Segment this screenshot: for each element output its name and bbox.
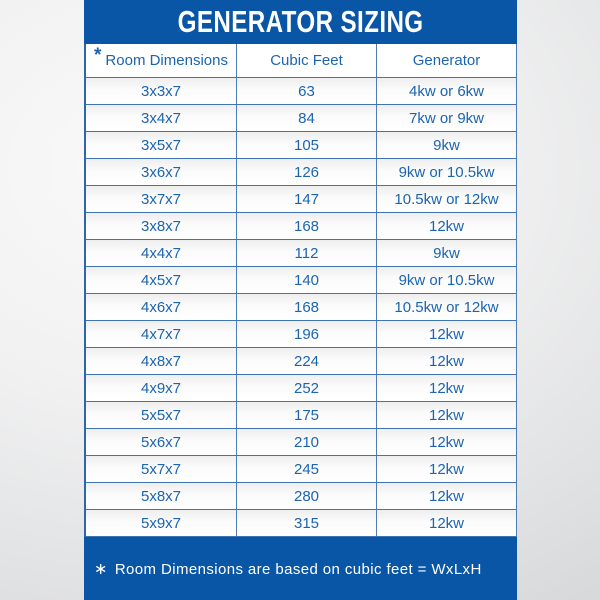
generator-cell: 12kw xyxy=(376,483,516,509)
cubic-feet-cell: 175 xyxy=(236,402,376,428)
table-row xyxy=(86,456,516,483)
cubic-feet-cell: 210 xyxy=(236,429,376,455)
table-row xyxy=(86,483,516,510)
cubic-feet-cell: 126 xyxy=(236,159,376,185)
table-row xyxy=(86,132,516,159)
table-row xyxy=(86,213,516,240)
generator-cell: 10.5kw or 12kw xyxy=(376,294,516,320)
column-header-generator: Generator xyxy=(376,44,516,77)
room-dimensions-cell: 5x9x7 xyxy=(140,514,182,532)
footnote-asterisk-icon: ∗ xyxy=(94,560,108,578)
footnote-text: Room Dimensions are based on cubic feet = WxLxH xyxy=(114,560,482,578)
footnote xyxy=(84,559,482,579)
generator-cell: 9kw or 10.5kw xyxy=(376,267,516,293)
table-row xyxy=(86,510,516,537)
generator-cell: 9kw or 10.5kw xyxy=(376,159,516,185)
table-row xyxy=(86,402,516,429)
column-header-label: Room Dimensions xyxy=(105,52,228,69)
footnote-marker-icon: * xyxy=(94,44,102,66)
column-header-cubic-feet: Cubic Feet xyxy=(236,44,376,77)
sizing-table xyxy=(84,44,517,537)
room-dimensions-cell: 4x6x7 xyxy=(140,298,182,316)
table-row xyxy=(86,294,516,321)
page-title: GENERATOR SIZING xyxy=(177,4,424,39)
room-dimensions-cell: 4x4x7 xyxy=(140,244,182,262)
generator-cell: 12kw xyxy=(376,348,516,374)
generator-cell: 4kw or 6kw xyxy=(376,78,516,104)
room-dimensions-cell: 5x5x7 xyxy=(140,406,182,424)
table-row xyxy=(86,321,516,348)
generator-cell: 7kw or 9kw xyxy=(376,105,516,131)
generator-cell: 12kw xyxy=(376,429,516,455)
generator-cell: 12kw xyxy=(376,375,516,401)
room-dimensions-cell: 3x4x7 xyxy=(140,109,182,127)
room-dimensions-cell: 5x7x7 xyxy=(140,460,182,478)
room-dimensions-cell: 5x8x7 xyxy=(140,487,182,505)
generator-cell: 12kw xyxy=(376,321,516,347)
cubic-feet-cell: 140 xyxy=(236,267,376,293)
room-dimensions-cell: 5x6x7 xyxy=(140,433,182,451)
generator-sizing-panel xyxy=(84,0,517,600)
cubic-feet-cell: 63 xyxy=(236,78,376,104)
table-row xyxy=(86,105,516,132)
room-dimensions-cell: 3x8x7 xyxy=(140,217,182,235)
room-dimensions-cell: 4x8x7 xyxy=(140,352,182,370)
room-dimensions-cell: 4x7x7 xyxy=(140,325,182,343)
room-dimensions-cell: 3x3x7 xyxy=(140,82,182,100)
table-row xyxy=(86,186,516,213)
cubic-feet-cell: 105 xyxy=(236,132,376,158)
generator-cell: 9kw xyxy=(376,132,516,158)
generator-cell: 9kw xyxy=(376,240,516,266)
generator-cell: 12kw xyxy=(376,456,516,482)
generator-cell: 10.5kw or 12kw xyxy=(376,186,516,212)
generator-cell: 12kw xyxy=(376,510,516,536)
generator-cell: 12kw xyxy=(376,402,516,428)
table-row xyxy=(86,348,516,375)
cubic-feet-cell: 147 xyxy=(236,186,376,212)
cubic-feet-cell: 315 xyxy=(236,510,376,536)
table-row xyxy=(86,429,516,456)
cubic-feet-cell: 196 xyxy=(236,321,376,347)
table-row xyxy=(86,159,516,186)
table-body xyxy=(86,78,516,537)
title-banner xyxy=(84,0,517,44)
room-dimensions-cell: 3x7x7 xyxy=(140,190,182,208)
cubic-feet-cell: 224 xyxy=(236,348,376,374)
cubic-feet-cell: 245 xyxy=(236,456,376,482)
table-row xyxy=(86,375,516,402)
cubic-feet-cell: 84 xyxy=(236,105,376,131)
table-row xyxy=(86,267,516,294)
footnote-banner xyxy=(84,537,517,600)
cubic-feet-cell: 168 xyxy=(236,294,376,320)
cubic-feet-cell: 252 xyxy=(236,375,376,401)
cubic-feet-cell: 280 xyxy=(236,483,376,509)
generator-cell: 12kw xyxy=(376,213,516,239)
room-dimensions-cell: 4x9x7 xyxy=(140,379,182,397)
table-row xyxy=(86,78,516,105)
cubic-feet-cell: 168 xyxy=(236,213,376,239)
room-dimensions-cell: 3x6x7 xyxy=(140,163,182,181)
cubic-feet-cell: 112 xyxy=(236,240,376,266)
table-header-row xyxy=(86,44,516,78)
column-header-room-dimensions xyxy=(86,44,236,77)
room-dimensions-cell: 3x5x7 xyxy=(140,136,182,154)
room-dimensions-cell: 4x5x7 xyxy=(140,271,182,289)
table-row xyxy=(86,240,516,267)
